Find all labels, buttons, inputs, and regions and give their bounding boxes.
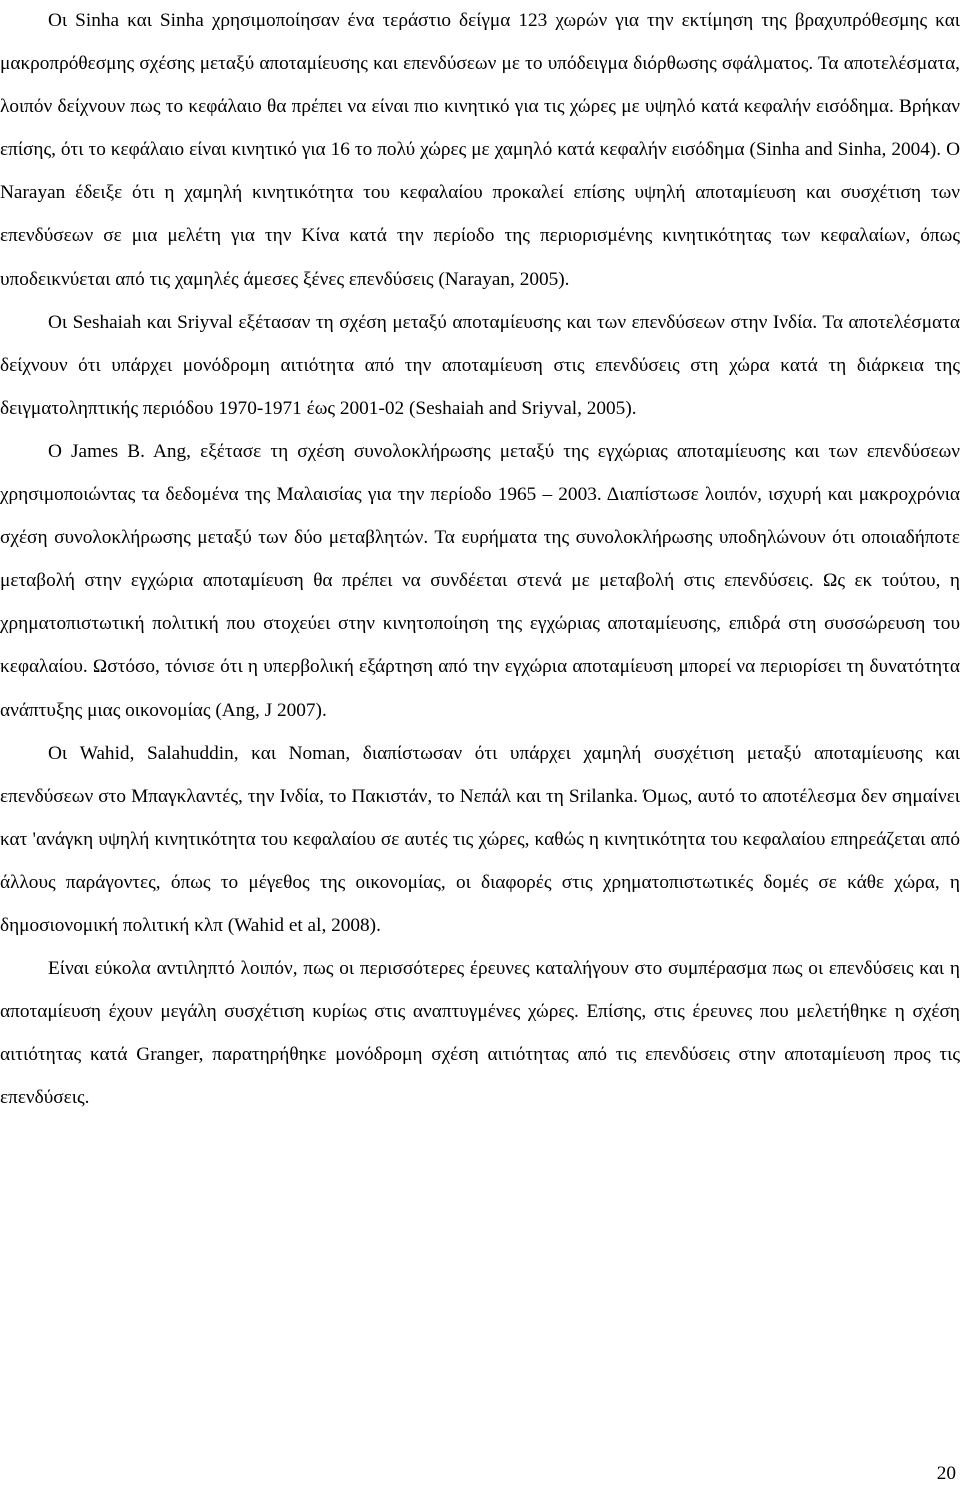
paragraph-conclusion: Είναι εύκολα αντιληπτό λοιπόν, πως οι περισσότερες έρευνες καταλήγουν στο συμπέρασμα πως οι επενδύσεις και η αποταμίευση έχουν μεγάλη συσχέτιση κυρίως στις αναπτυγμένες χώρες. Επίσης, στις έρευνες που μελετήθηκε η σχέση αιτιότητας κατά Granger, παρατηρήθηκε μονόδρομη σχέση αιτιότητας από τις επενδύσεις στην αποταμίευση προς τις επενδύσεις. [0,958,960,1109]
paragraph-seshaiah: Οι Seshaiah και Sriyval εξέτασαν τη σχέση μεταξύ αποταμίευσης και των επενδύσεων στην Ινδία. Τα αποτελέσματα δείχνουν ότι υπάρχει μονόδρομη αιτιότητα από την αποταμίευση στις επενδύσεις στη χώρα κατά τη διάρκεια της δειγματοληπτικής περιόδου 1970-1971 έως 2001-02 (Seshaiah and Sriyval, 2005). [0,311,960,419]
paragraph-sinha: Οι Sinha και Sinha χρησιμοποίησαν ένα τεράστιο δείγμα 123 χωρών για την εκτίμηση της βραχυπρόθεσμης και μακροπρόθεσμης σχέσης μεταξύ αποταμίευσης και επενδύσεων με το υπόδειγμα διόρθωσης σφάλματος. Τα αποτελέσματα, λοιπόν δείχνουν πως το κεφάλαιο θα πρέπει να είναι πιο κινητικό για τις χώρες με υψηλό κατά κεφαλήν εισόδημα. Βρήκαν επίσης, ότι το κεφάλαιο είναι κινητικό για 16 το πολύ χώρες με χαμηλό κατά κεφαλήν εισόδημα (Sinha and Sinha, 2004). Ο Narayan έδειξε ότι η χαμηλή κινητικότητα του κεφαλαίου προκαλεί επίσης υψηλή αποταμίευση και συσχέτιση των επενδύσεων σε μια μελέτη για την Κίνα κατά την περίοδο της περιορισμένης κινητικότητας των κεφαλαίων, όπως υποδεικνύεται από τις χαμηλές άμεσες ξένες επενδύσεις (Narayan, 2005). [0,10,960,290]
page-number: 20 [936,1463,956,1484]
paragraph-wahid: Οι Wahid, Salahuddin, και Noman, διαπίστωσαν ότι υπάρχει χαμηλή συσχέτιση μεταξύ αποταμίευσης και επενδύσεων στο Μπαγκλαντές, την Ινδία, το Πακιστάν, το Νεπάλ και τη Srilanka. Όμως, αυτό το αποτέλεσμα δεν σημαίνει κατ 'ανάγκη υψηλή κινητικότητα του κεφαλαίου σε αυτές τις χώρες, καθώς η κινητικότητα του κεφαλαίου επηρεάζεται από άλλους παράγοντες, όπως το μέγεθος της οικονομίας, οι διαφορές στις χρηματοπιστωτικές δομές σε κάθε χώρα, η δημοσιονομική πολιτική κλπ (Wahid et al, 2008). [0,742,960,936]
paragraph-ang: Ο James B. Ang, εξέτασε τη σχέση συνολοκλήρωσης μεταξύ της εγχώριας αποταμίευσης και των επενδύσεων χρησιμοποιώντας τα δεδομένα της Μαλαισίας για την περίοδο 1965 – 2003. Διαπίστωσε λοιπόν, ισχυρή και μακροχρόνια σχέση συνολοκλήρωσης μεταξύ των δύο μεταβλητών. Τα ευρήματα της συνολοκλήρωσης υποδηλώνουν ότι οποιαδήποτε μεταβολή στην εγχώρια αποταμίευση θα πρέπει να συνδέεται στενά με μεταβολή στις επενδύσεις. Ως εκ τούτου, η χρηματοπιστωτική πολιτική που στοχεύει στην κινητοποίηση της εγχώριας αποταμίευσης, επιδρά στη συσσώρευση του κεφαλαίου. Ωστόσο, τόνισε ότι η υπερβολική εξάρτηση από την εγχώρια αποταμίευση μπορεί να περιορίσει τη δυνατότητα ανάπτυξης μιας οικονομίας (Ang, J 2007). [0,440,960,721]
